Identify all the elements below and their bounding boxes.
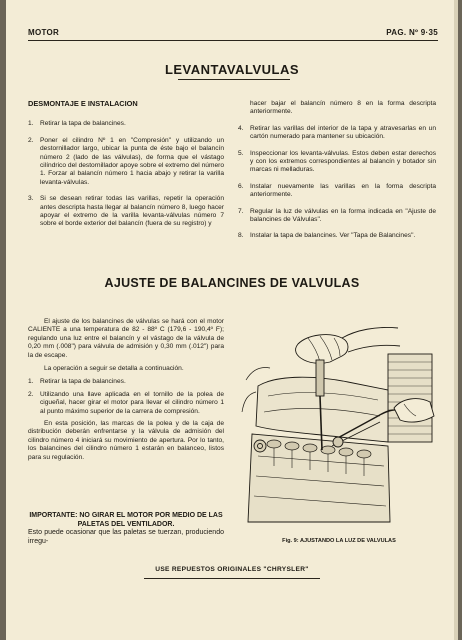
section2-steps bbox=[28, 378, 224, 416]
section-title-levantavalvulas: LEVANTAVALVULAS bbox=[164, 62, 300, 77]
step-text: Instalar nuevamente las varillas en la forma descripta anteriormente. bbox=[250, 182, 436, 199]
step-item bbox=[238, 208, 436, 225]
step-number: 2. bbox=[28, 390, 34, 398]
step-text: Retirar la tapa de balancines. bbox=[40, 378, 126, 386]
step-text: Utilizando una llave aplicada en el tornillo de la polea de cigueñal, hacer girar el motor para llevar el cilindro número 1 al punto máximo superior de la carrera de compresión. bbox=[40, 390, 224, 415]
section1-left-column bbox=[28, 100, 224, 237]
step-number: 3. bbox=[28, 195, 34, 203]
page-footer: USE REPUESTOS ORIGINALES "CHRYSLER" bbox=[155, 566, 309, 573]
page-edge bbox=[454, 0, 458, 640]
step-number: 5. bbox=[238, 149, 244, 157]
section1-subtitle: DESMONTAJE E INSTALACION bbox=[28, 99, 138, 108]
warning-rest-text: Esto puede ocasionar que las paletas se tuerzan, produciendo irregu- bbox=[28, 529, 224, 545]
page-header bbox=[28, 28, 438, 40]
section2-text-column bbox=[28, 318, 224, 467]
step-item bbox=[238, 150, 436, 175]
procedure-intro: La operación a seguir se detalla a continuación. bbox=[44, 365, 184, 373]
step-item bbox=[238, 183, 436, 200]
header-rule bbox=[28, 40, 438, 41]
position-paragraph: En esta posición, las marcas de la polea y de la caja de distribución deberán enfrentarse y la válvula de admisión del cilindro número 4 iniciará su movimiento de apertura. Por lo tanto, los balancines del cilindro número 1 estarán en balanceo, listos para su regulación. bbox=[28, 420, 224, 461]
step-item bbox=[28, 120, 224, 128]
step-number: 8. bbox=[238, 232, 244, 240]
engine-valve-adjustment-illustration bbox=[238, 316, 438, 528]
step-number: 7. bbox=[238, 207, 244, 215]
step-item bbox=[28, 378, 224, 386]
step-number: 1. bbox=[28, 378, 34, 386]
section-title-underline bbox=[178, 79, 290, 80]
step-text: Retirar las varillas del interior de la tapa y atravesarlas en un cartón numerado para mantener su ubicación. bbox=[250, 124, 436, 141]
step-text: Instalar la tapa de balancines. Ver "Tapa de Balancines". bbox=[250, 232, 416, 240]
step-item bbox=[238, 232, 436, 240]
step-number: 6. bbox=[238, 182, 244, 190]
section1-right-column bbox=[238, 100, 436, 249]
step-text: Si se desean retirar todas las varillas, repetir la operación antes descripta hasta llegar al balancín número 8, luego hacer apoyar el extremo de la varilla levanta-válvulas número 7 sobre el borde exterior del balancín (fuera de su registro) y bbox=[40, 195, 224, 228]
step-item bbox=[28, 195, 224, 229]
step-item bbox=[28, 391, 224, 416]
step-number: 2. bbox=[28, 136, 34, 144]
step-text: Inspeccionar los levanta-válvulas. Estos deben estar derechos y con los extremos correspondientes al balancín y botador sin marcas ni melladuras. bbox=[250, 149, 436, 174]
step-item bbox=[28, 137, 224, 187]
step-text: Poner el cilindro Nº 1 en "Compresión" y utilizando un destornillador largo, ubicar la punta de éste bajo el balancín número 2 (lado de las válvulas), de forma que el vástago cilíndrico del destornillador apoye sobre el extremo del número 1. Forzar al balancín número 1 hacia abajo y retirar la varilla levanta-válvulas. bbox=[40, 136, 224, 186]
warning-bold-text: IMPORTANTE: NO GIRAR EL MOTOR POR MEDIO DE LAS PALETAS DEL VENTILADOR. bbox=[29, 512, 223, 528]
section2-intro: El ajuste de los balancines de válvulas se hará con el motor CALIENTE a una temperatura de 82 - 88º C (179,6 - 190,4º F); regulando una luz entre el balancín y el vástago de la válvula de 0,20 mm (.008") para válvula de admisión y 0,30 mm (.012") para la de escape. bbox=[28, 318, 224, 359]
section1-steps-left bbox=[28, 120, 224, 228]
step-continuation: hacer bajar el balancín número 8 en la forma descripta anteriormente. bbox=[250, 100, 436, 116]
step-item bbox=[238, 125, 436, 142]
step-number: 4. bbox=[238, 124, 244, 132]
section-title-ajuste: AJUSTE DE BALANCINES DE VALVULAS bbox=[104, 276, 360, 290]
header-page-number: PAG. Nº 9·35 bbox=[386, 28, 438, 37]
step-number: 1. bbox=[28, 120, 34, 128]
step-text: Regular la luz de válvulas en la forma indicada en "Ajuste de balancines de Válvulas". bbox=[250, 207, 436, 224]
section1-steps-right bbox=[238, 125, 436, 241]
step-text: Retirar la tapa de balancines. bbox=[40, 120, 126, 128]
warning-note bbox=[28, 512, 224, 546]
manual-page bbox=[6, 0, 458, 640]
header-section-name: MOTOR bbox=[28, 28, 60, 37]
figure-caption: Fig. 9: AJUSTANDO LA LUZ DE VALVULAS bbox=[282, 538, 396, 544]
footer-underline bbox=[144, 578, 320, 579]
